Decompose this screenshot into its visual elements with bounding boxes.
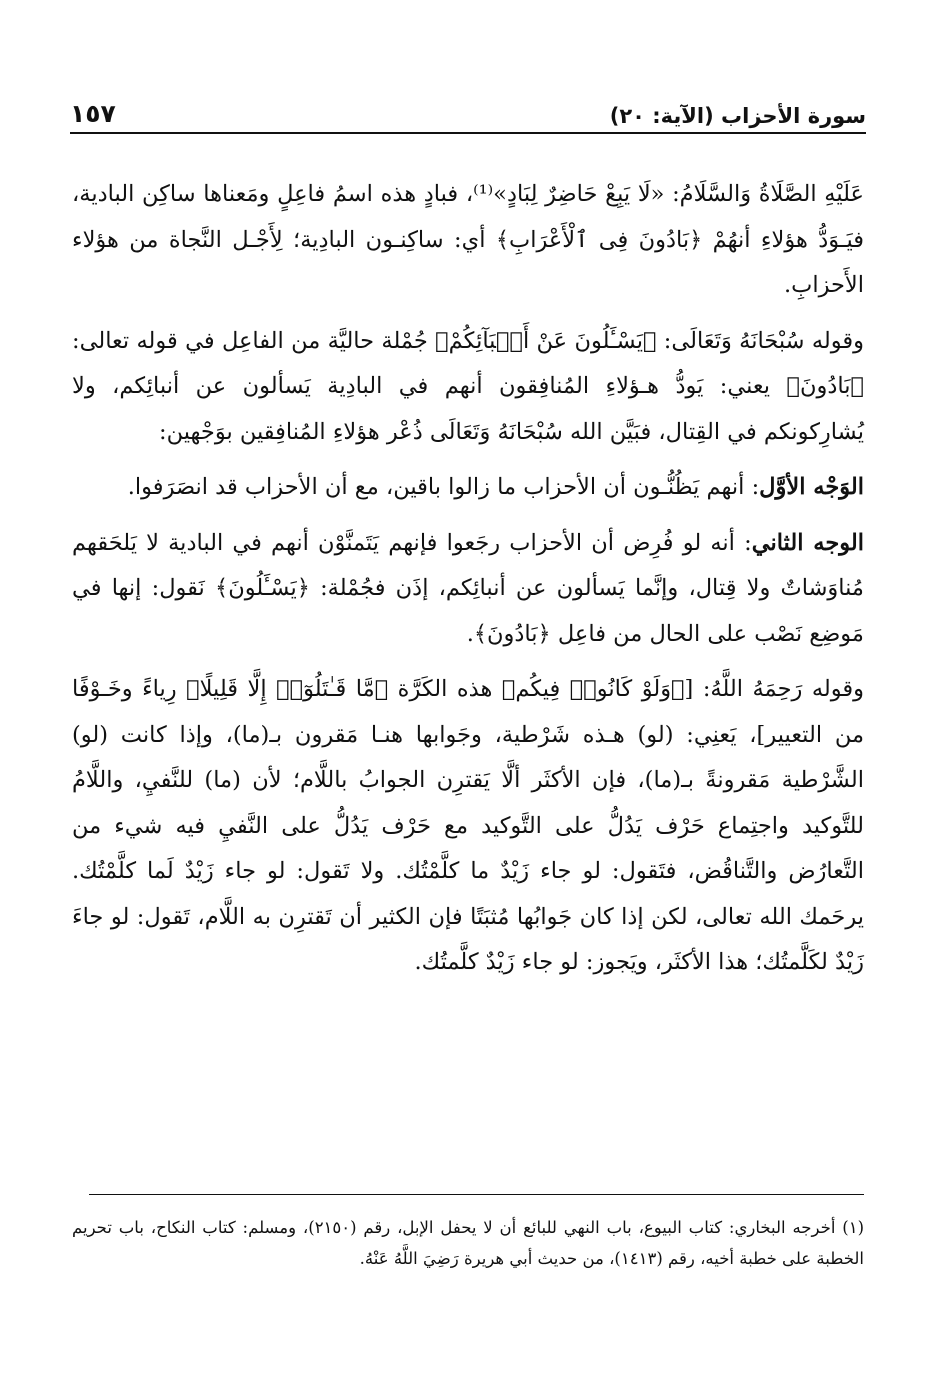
section-heading: الوجه الثاني (751, 529, 864, 556)
page-header (70, 92, 866, 128)
paragraph-text: وقوله سُبْحَانَهُ وَتَعَالَى: ﴿يَسْـَٔلُونَ عَنْ أَنۢبَآئِكُمْ﴾ جُمْلة حاليَّة من الفاعِل في قوله تعالى: ﴿بَادُونَ﴾ يعني: يَودُّ هـؤلاءِ المُنافِقون أنهم في البادِية يَسألون عن أنبائِكم، ولا يُشارِكونكم في القِتال، فبَيَّن الله سُبْحَانَهُ وَتَعَالَى ذُعْر هؤلاءِ المُنافِقين بوَجْهين: (72, 327, 864, 445)
section-heading: الوَجْه الأوَّل (759, 474, 864, 500)
paragraph (72, 465, 864, 511)
page-number: ١٥٧ (70, 99, 116, 128)
paragraph (72, 172, 864, 309)
header-rule (70, 132, 866, 134)
footnotes (72, 1212, 864, 1274)
paragraph-text: : أنهم يَظُنُّـون أن الأحزاب ما زالوا باقين، مع أن الأحزاب قد انصَرَفوا. (127, 474, 760, 500)
paragraph (72, 319, 864, 456)
running-title: سورة الأحزاب (الآية: ٢٠) (609, 104, 866, 128)
paragraph (72, 667, 864, 986)
paragraph-text: وقوله رَحِمَهُ اللَّهُ: [﴿وَلَوْ كَانُوا۟ فِيكُم﴾ هذه الكَرَّة ﴿مَّا قَـٰتَلُوٓا۟ إِلَّا قَلِيلًا﴾ رِياءً وخَـوْفًا من التعيير]، يَعنِي: (لو) هـذه شَرْطية، وجَوابها هنـا مَقرون بـ(ما)، وإذا كانت (لو) الشَّرْطية مَقرونةً بـ(ما)، فإن الأكثَر ألَّا يَقترِن الجوابُ باللَّام؛ لأن (ما) للنَّفيِ، واللَّامُ للتَّوكيد واجتِماع حَرْف يَدُلُّ على التَّوكيد مع حَرْف يَدُلُّ على النَّفيِ فيه شيء من التَّعارُض والتَّناقُض، فتَقول: لو جاء زَيْدٌ ما كلَّمْتُك. ولا تَقول: لو جاء زَيْدٌ لَما كلَّمْتُك. يرحَمك الله تعالى، لكن إذا كان جَوابُها مُثبَتًا فإن الكثير أن تَقترِن به اللَّام، تَقول: لو جاءَ زَيْدٌ لكَلَّمتُك؛ هذا الأكثَر، ويَجوز: لو جاء زَيْدٌ كلَّمتُك. (72, 676, 864, 975)
paragraph-text: عَلَيْهِ الصَّلَاةُ وَالسَّلَامُ: «لَا يَبِعْ حَاضِرٌ لِبَادٍ»⁽¹⁾، فبادٍ هذه اسمُ فاعِلٍ ومَعناها ساكِن البادية، فيَـوَدُّ هؤلاءِ أنهُمْ ﴿بَادُونَ فِى ٱلْأَعْرَابِ﴾ أي: ساكِنـون البادِية؛ لِأَجْـل النَّجاة من هؤلاء الأَحزابِ. (72, 181, 864, 298)
main-text (72, 172, 864, 996)
footnote: (١) أخرجه البخاري: كتاب البيوع، باب النهي للبائع أن لا يحفل الإبل، رقم (٢١٥٠)، ومسلم: كتاب النكاح، باب تحريم الخطبة على خطبة أخيه، رقم (١٤١٣)، من حديث أبي هريرة رَضِيَ اللَّهُ عَنْهُ. (72, 1218, 864, 1268)
paragraph-text: : أنه لو فُرِض أن الأحزاب رجَعوا فإنهم يَتَمنَّوْن أنهم في البادية لا يَلحَقهم مُناوَشاتٌ ولا قِتال، وإنَّما يَسألون عن أنبائِكم، إذَن فجُمْلة: ﴿يَسْـَٔلُونَ﴾ نَقول: إنها في مَوضِع نَصْب على الحال من فاعِل ﴿بَادُونَ﴾. (72, 529, 864, 647)
paragraph (72, 521, 864, 658)
footnote-separator (89, 1194, 864, 1195)
